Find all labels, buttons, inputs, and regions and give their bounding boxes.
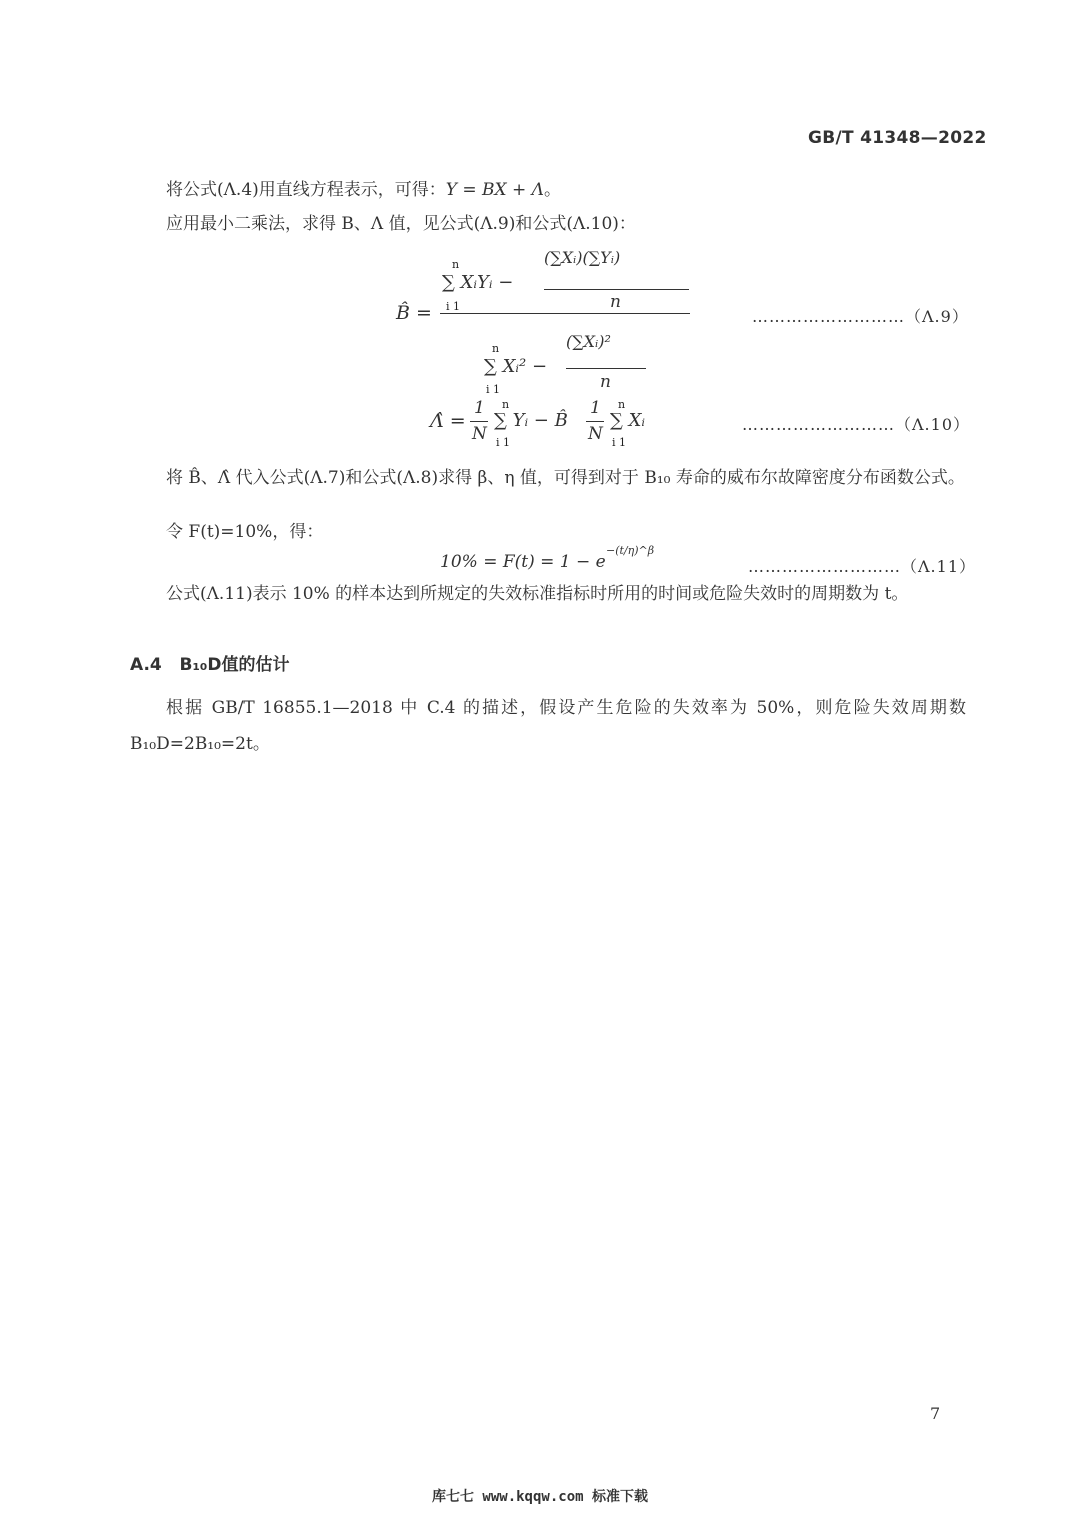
eq9-num-sum-lower: i 1 bbox=[446, 300, 461, 313]
paragraph-substitute: 将 B̂、Λ̂ 代入公式(Λ.7)和公式(Λ.8)求得 β、η 值，可得到对于 B₁₀ 寿命的威布尔故障密度分布函数公式。 bbox=[166, 468, 965, 488]
eq10-sum1-lower: i 1 bbox=[496, 436, 511, 449]
eq10-N: N bbox=[472, 424, 487, 444]
paragraph-eq11-meaning: 公式(Λ.11)表示 10% 的样本达到所规定的失效标准指标时所用的时间或危险失效时的周期数为 t。 bbox=[166, 584, 909, 604]
eq11-lhs: 10% = F(t) = 1 − e bbox=[440, 552, 606, 572]
section-heading bbox=[130, 650, 290, 675]
eq10-frac-line-2 bbox=[586, 421, 604, 422]
standard-number: GB/T 41348—2022 bbox=[808, 128, 987, 148]
eq10-lhs: Λ̂ = bbox=[430, 410, 466, 432]
eq9-num-inner-line bbox=[544, 289, 689, 290]
section-title: B₁₀D值的估计 bbox=[179, 655, 290, 675]
eq9-den-inner-line bbox=[566, 368, 646, 369]
page-number: 7 bbox=[930, 1404, 941, 1423]
eq10-N-2: N bbox=[588, 424, 603, 444]
eq9-main-line bbox=[440, 313, 690, 314]
eq9-den-frac-top: (∑Xᵢ)² bbox=[566, 332, 611, 351]
eq10-sum2-upper: n bbox=[618, 398, 626, 411]
eq9-label: ………………………（Λ.9） bbox=[752, 307, 969, 326]
eq9-num-sum-upper: n bbox=[452, 258, 460, 271]
paragraph-b10d: 根据 GB/T 16855.1—2018 中 C.4 的描述，假设产生危险的失效率为 50%，则危险失效周期数 B₁₀D=2B₁₀=2t。 bbox=[130, 698, 966, 754]
eq10-frac-line-1 bbox=[470, 421, 488, 422]
paragraph-line-equation bbox=[130, 172, 966, 208]
section-number: A.4 bbox=[130, 655, 162, 675]
para1-formula: Y = BX + Λ bbox=[445, 180, 544, 200]
eq9-den-frac-bot: n bbox=[600, 372, 611, 392]
eq11-label: ………………………（Λ.11） bbox=[748, 557, 977, 576]
eq9-num-frac-bot: n bbox=[610, 292, 621, 312]
footer-watermark: 库七七 www.kqqw.com 标准下载 bbox=[431, 1489, 648, 1505]
eq10-term1: ∑ Yᵢ − B̂ bbox=[494, 410, 568, 431]
paragraph-least-squares: 应用最小二乘法，求得 B、Λ 值，见公式(Λ.9)和公式(Λ.10)： bbox=[166, 214, 636, 234]
eq9-den-sum-lower: i 1 bbox=[486, 383, 501, 396]
eq10-term2: ∑ Xᵢ bbox=[610, 410, 646, 431]
eq9-num-main: ∑ XᵢYᵢ − bbox=[442, 272, 514, 293]
para1-end: 。 bbox=[543, 180, 561, 200]
eq9-den-main: ∑ Xᵢ² − bbox=[484, 356, 548, 377]
eq11-exponent: −(t/η)^β bbox=[606, 544, 655, 557]
eq10-label: ………………………（Λ.10） bbox=[742, 415, 971, 434]
para1-text: 将公式(Λ.4)用直线方程表示，可得： bbox=[166, 180, 446, 200]
eq10-sum1-upper: n bbox=[502, 398, 510, 411]
eq9-den-sum-upper: n bbox=[492, 342, 500, 355]
eq9-num-frac-top: (∑Xᵢ)(∑Yᵢ) bbox=[544, 248, 621, 267]
eq10-one-2: 1 bbox=[590, 398, 601, 418]
eq10-sum2-lower: i 1 bbox=[612, 436, 627, 449]
eq9-lhs: B̂ = bbox=[396, 302, 432, 324]
paragraph-let-F: 令 F(t)=10%，得： bbox=[166, 522, 324, 542]
eq10-one: 1 bbox=[474, 398, 485, 418]
